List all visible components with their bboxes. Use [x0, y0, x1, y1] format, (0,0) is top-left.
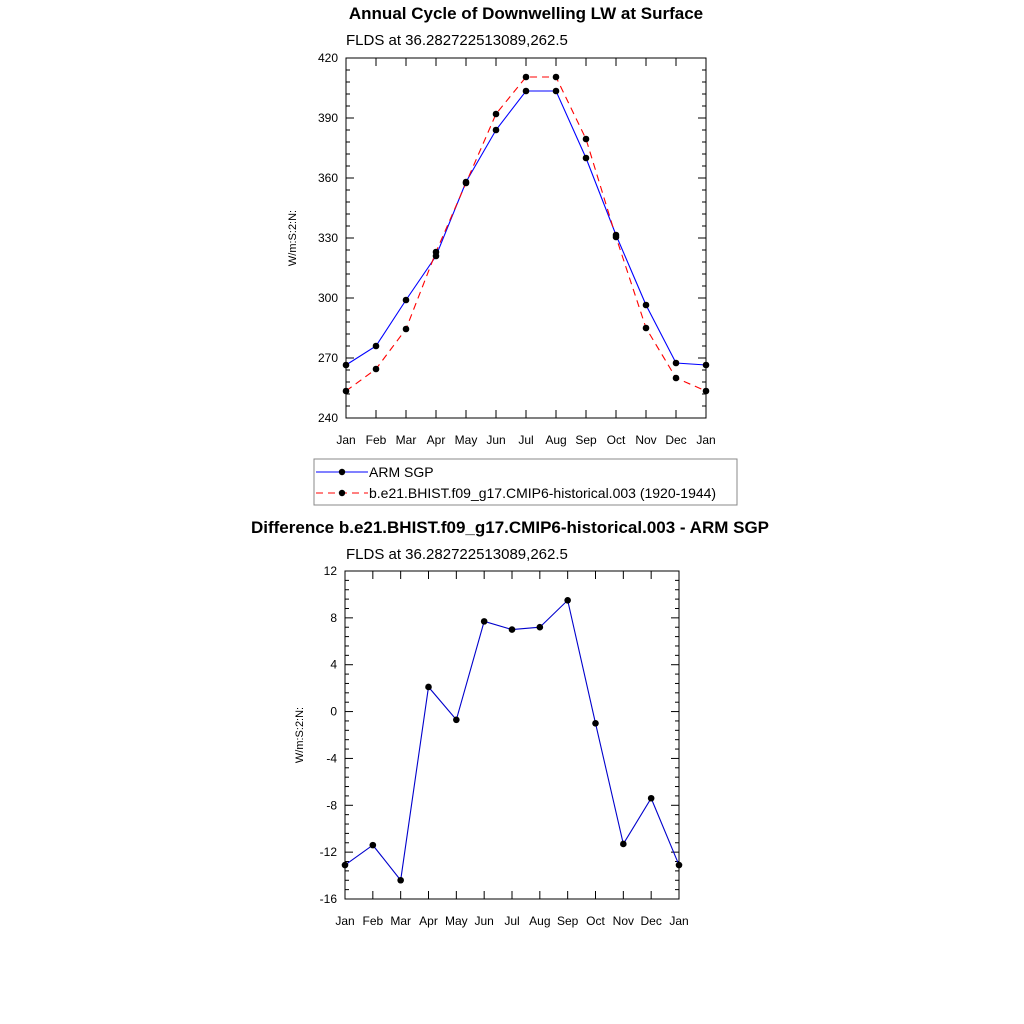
top-x-tick-label: Apr	[426, 433, 446, 447]
top-data-point-1	[613, 234, 620, 241]
top-data-point-0	[373, 343, 380, 350]
top-y-tick-label: 270	[317, 351, 338, 365]
bottom-chart-y-axis-label: W/m:S:2:N:	[294, 706, 306, 764]
top-chart-subtitle: FLDS at 36.282722513089,262.5	[346, 32, 568, 49]
bottom-y-tick-label: 0	[330, 704, 337, 719]
bottom-chart	[251, 518, 769, 928]
top-data-point-0	[703, 362, 710, 369]
top-y-tick-label: 390	[317, 111, 338, 125]
top-data-point-1	[343, 388, 350, 395]
bottom-chart-subtitle: FLDS at 36.282722513089,262.5	[346, 546, 568, 563]
bottom-y-tick-label: -16	[319, 892, 337, 906]
bottom-data-point-0	[481, 618, 488, 625]
bottom-y-tick-label: 12	[323, 564, 337, 578]
bottom-y-tick-label: 8	[330, 610, 337, 625]
top-data-point-1	[673, 375, 680, 382]
top-series-line-0	[346, 91, 706, 365]
top-chart	[287, 4, 716, 447]
bottom-x-tick-label: Mar	[390, 914, 412, 928]
top-x-tick-label: Mar	[395, 433, 417, 447]
bottom-x-tick-label: Jul	[504, 914, 520, 928]
top-chart-title: Annual Cycle of Downwelling LW at Surface	[348, 4, 704, 23]
bottom-data-point-0	[397, 877, 404, 884]
bottom-x-tick-label: Jan	[335, 914, 355, 928]
legend-marker-arm	[339, 469, 345, 475]
top-data-point-1	[553, 74, 560, 81]
top-data-point-1	[433, 249, 440, 256]
bottom-x-tick-label: Feb	[362, 914, 384, 928]
bottom-data-point-0	[370, 842, 377, 849]
top-y-tick-label: 330	[317, 231, 338, 245]
legend	[314, 459, 737, 505]
bottom-series-group	[342, 597, 683, 884]
top-x-tick-label: Jun	[486, 433, 506, 447]
bottom-y-tick-label: 4	[330, 657, 337, 672]
bottom-series-line-0	[345, 600, 679, 880]
top-data-point-1	[703, 388, 710, 395]
top-data-point-0	[643, 302, 650, 309]
bottom-x-tick-label: Jun	[474, 914, 494, 928]
legend-marker-model	[339, 490, 345, 496]
bottom-y-tick-label: -12	[319, 845, 337, 860]
bottom-data-point-0	[425, 684, 432, 691]
bottom-x-tick-label: Sep	[556, 914, 579, 928]
top-x-tick-label: Aug	[545, 433, 567, 447]
top-data-point-1	[643, 325, 650, 332]
top-axis-ticks	[318, 51, 716, 447]
bottom-data-point-0	[676, 862, 683, 869]
bottom-axis-ticks	[320, 564, 689, 928]
bottom-data-point-0	[592, 720, 599, 727]
bottom-chart-title: Difference b.e21.BHIST.f09_g17.CMIP6-historical.003 - ARM SGP	[250, 518, 770, 537]
top-data-point-1	[523, 74, 530, 81]
bottom-data-point-0	[453, 716, 460, 723]
bottom-y-tick-label: -8	[326, 798, 337, 813]
top-y-tick-label: 240	[317, 411, 338, 425]
top-x-tick-label: Sep	[575, 433, 597, 447]
top-chart-y-axis-label: W/m:S:2:N:	[287, 209, 299, 267]
bottom-x-tick-label: Oct	[586, 914, 605, 928]
top-data-point-0	[553, 88, 560, 95]
top-data-point-0	[583, 155, 590, 162]
top-plot-frame	[346, 58, 706, 418]
bottom-data-point-0	[342, 862, 349, 869]
bottom-data-point-0	[648, 795, 655, 802]
legend-label-arm: ARM SGP	[369, 464, 434, 480]
bottom-x-tick-label: May	[444, 914, 468, 928]
bottom-plot-frame	[345, 571, 679, 899]
top-data-point-1	[373, 366, 380, 373]
top-x-tick-label: Jul	[518, 433, 534, 447]
bottom-data-point-0	[537, 624, 544, 631]
bottom-x-tick-label: Jan	[669, 914, 689, 928]
top-data-point-1	[583, 136, 590, 143]
top-data-point-1	[463, 180, 470, 187]
bottom-data-point-0	[620, 841, 627, 848]
bottom-data-point-0	[509, 626, 516, 633]
top-series-line-1	[346, 77, 706, 391]
top-y-tick-label: 420	[317, 51, 338, 65]
top-x-tick-label: Jan	[696, 433, 716, 447]
bottom-x-tick-label: Nov	[612, 914, 635, 928]
top-data-point-0	[493, 127, 500, 134]
bottom-x-tick-label: Aug	[529, 914, 551, 928]
top-x-tick-label: Dec	[665, 433, 687, 447]
legend-label-model: b.e21.BHIST.f09_g17.CMIP6-historical.003 (1920-1944)	[369, 485, 717, 501]
bottom-x-tick-label: Apr	[419, 914, 438, 928]
top-data-point-0	[523, 88, 530, 95]
top-y-tick-label: 300	[317, 291, 338, 305]
top-x-tick-label: Feb	[365, 433, 387, 447]
bottom-x-tick-label: Dec	[640, 914, 662, 928]
top-x-tick-label: May	[454, 433, 478, 447]
top-data-point-0	[403, 297, 410, 304]
top-x-tick-label: Oct	[606, 433, 626, 447]
top-data-point-0	[343, 362, 350, 369]
top-data-point-0	[673, 360, 680, 367]
top-x-tick-label: Jan	[336, 433, 356, 447]
top-data-point-1	[493, 111, 500, 118]
bottom-data-point-0	[564, 597, 571, 604]
top-data-point-1	[403, 326, 410, 333]
top-y-tick-label: 360	[317, 171, 338, 185]
top-x-tick-label: Nov	[635, 433, 657, 447]
top-series-group	[343, 74, 710, 395]
bottom-y-tick-label: -4	[326, 751, 337, 766]
